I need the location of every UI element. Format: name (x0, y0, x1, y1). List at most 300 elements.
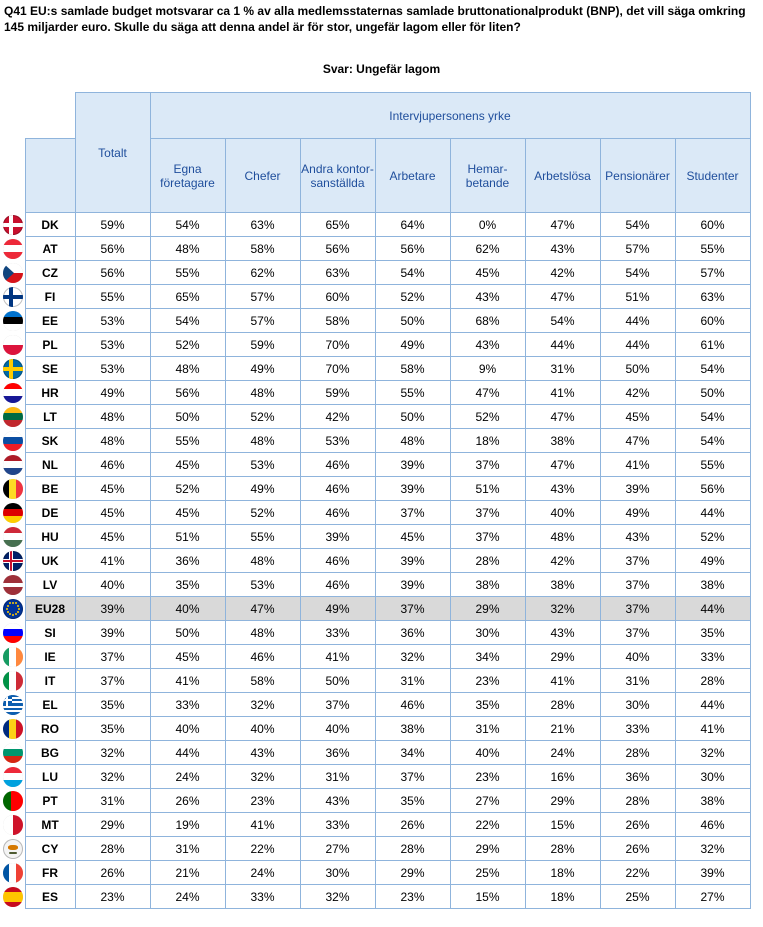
value-cell: 63% (675, 285, 750, 309)
value-cell: 22% (450, 813, 525, 837)
value-cell: 52% (150, 333, 225, 357)
value-cell: 51% (150, 525, 225, 549)
value-cell: 35% (450, 693, 525, 717)
value-cell: 54% (150, 309, 225, 333)
header-column (375, 139, 450, 213)
value-cell: 28% (675, 669, 750, 693)
value-cell: 36% (300, 741, 375, 765)
value-cell: 32% (225, 693, 300, 717)
flag-it-icon (3, 671, 23, 691)
value-cell: 39% (375, 453, 450, 477)
flag-dk-icon (3, 215, 23, 235)
value-cell: 25% (450, 861, 525, 885)
table-row (1, 285, 750, 309)
value-cell: 37% (375, 501, 450, 525)
table-row (1, 885, 750, 909)
country-code: LV (25, 573, 75, 597)
value-cell: 44% (600, 309, 675, 333)
value-cell: 43% (450, 285, 525, 309)
value-cell: 63% (300, 261, 375, 285)
value-cell: 44% (150, 741, 225, 765)
total-cell: 35% (75, 693, 150, 717)
value-cell: 15% (450, 885, 525, 909)
header-column-line: Studenter (686, 168, 739, 183)
country-code: NL (25, 453, 75, 477)
header-column-line: Chefer (244, 168, 281, 183)
flag-pt-icon (3, 791, 23, 811)
value-cell: 59% (300, 381, 375, 405)
value-cell: 50% (600, 357, 675, 381)
value-cell: 46% (300, 477, 375, 501)
value-cell: 0% (450, 213, 525, 237)
flag-lu-icon (3, 767, 23, 787)
value-cell: 22% (600, 861, 675, 885)
table-row (1, 573, 750, 597)
value-cell: 30% (600, 693, 675, 717)
total-cell: 49% (75, 381, 150, 405)
flag-ie-icon (3, 647, 23, 667)
value-cell: 44% (675, 501, 750, 525)
value-cell: 43% (225, 741, 300, 765)
total-cell: 39% (75, 597, 150, 621)
header-column (675, 139, 750, 213)
value-cell: 35% (150, 573, 225, 597)
value-cell: 40% (450, 741, 525, 765)
value-cell: 21% (150, 861, 225, 885)
total-cell: 53% (75, 357, 150, 381)
country-code: DE (25, 501, 75, 525)
country-code: IE (25, 645, 75, 669)
value-cell: 43% (525, 621, 600, 645)
total-cell: 32% (75, 765, 150, 789)
value-cell: 55% (675, 237, 750, 261)
country-code: FR (25, 861, 75, 885)
value-cell: 52% (150, 477, 225, 501)
value-cell: 52% (675, 525, 750, 549)
table-row (1, 501, 750, 525)
value-cell: 57% (600, 237, 675, 261)
table-row (1, 669, 750, 693)
value-cell: 54% (600, 261, 675, 285)
country-code: RO (25, 717, 75, 741)
value-cell: 41% (150, 669, 225, 693)
value-cell: 31% (150, 837, 225, 861)
value-cell: 59% (225, 333, 300, 357)
value-cell: 45% (600, 405, 675, 429)
value-cell: 70% (300, 333, 375, 357)
flag-eu-icon (3, 599, 23, 619)
value-cell: 64% (375, 213, 450, 237)
country-code: EL (25, 693, 75, 717)
total-cell: 40% (75, 573, 150, 597)
value-cell: 36% (600, 765, 675, 789)
total-cell: 48% (75, 405, 150, 429)
flag-hu-icon (3, 527, 23, 547)
value-cell: 54% (600, 213, 675, 237)
country-code: PT (25, 789, 75, 813)
country-code: SK (25, 429, 75, 453)
value-cell: 31% (450, 717, 525, 741)
value-cell: 23% (225, 789, 300, 813)
country-code: UK (25, 549, 75, 573)
value-cell: 33% (675, 645, 750, 669)
value-cell: 51% (450, 477, 525, 501)
header-column-line: företagare (160, 175, 215, 190)
country-code: HR (25, 381, 75, 405)
country-code: CZ (25, 261, 75, 285)
value-cell: 50% (675, 381, 750, 405)
value-cell: 37% (600, 549, 675, 573)
value-cell: 23% (450, 765, 525, 789)
value-cell: 41% (525, 381, 600, 405)
table-row (1, 621, 750, 645)
table-row (1, 861, 750, 885)
table-row (1, 477, 750, 501)
value-cell: 56% (150, 381, 225, 405)
value-cell: 54% (675, 429, 750, 453)
value-cell: 55% (150, 429, 225, 453)
value-cell: 46% (375, 693, 450, 717)
total-cell: 45% (75, 501, 150, 525)
value-cell: 45% (150, 645, 225, 669)
total-cell: 23% (75, 885, 150, 909)
value-cell: 27% (300, 837, 375, 861)
value-cell: 57% (225, 309, 300, 333)
table-row (1, 813, 750, 837)
header-column (450, 139, 525, 213)
value-cell: 52% (375, 285, 450, 309)
total-cell: 41% (75, 549, 150, 573)
value-cell: 60% (675, 213, 750, 237)
value-cell: 23% (375, 885, 450, 909)
header-column (600, 139, 675, 213)
value-cell: 38% (675, 789, 750, 813)
value-cell: 31% (375, 669, 450, 693)
value-cell: 52% (225, 405, 300, 429)
total-cell: 46% (75, 453, 150, 477)
value-cell: 16% (525, 765, 600, 789)
country-code: LT (25, 405, 75, 429)
value-cell: 54% (150, 213, 225, 237)
value-cell: 44% (600, 333, 675, 357)
table-row (1, 741, 750, 765)
value-cell: 45% (150, 453, 225, 477)
value-cell: 42% (525, 549, 600, 573)
value-cell: 18% (450, 429, 525, 453)
value-cell: 29% (450, 597, 525, 621)
value-cell: 50% (375, 309, 450, 333)
value-cell: 48% (225, 381, 300, 405)
value-cell: 50% (150, 621, 225, 645)
flag-si-icon (3, 623, 23, 643)
value-cell: 49% (225, 477, 300, 501)
value-cell: 45% (375, 525, 450, 549)
total-cell: 39% (75, 621, 150, 645)
value-cell: 60% (300, 285, 375, 309)
value-cell: 40% (150, 597, 225, 621)
table-row (1, 693, 750, 717)
value-cell: 40% (150, 717, 225, 741)
country-code: HU (25, 525, 75, 549)
total-cell: 55% (75, 285, 150, 309)
value-cell: 42% (300, 405, 375, 429)
country-code: BE (25, 477, 75, 501)
value-cell: 26% (600, 813, 675, 837)
flag-bg-icon (3, 743, 23, 763)
value-cell: 47% (450, 381, 525, 405)
table-row (1, 405, 750, 429)
total-cell: 48% (75, 429, 150, 453)
value-cell: 41% (525, 669, 600, 693)
total-cell: 53% (75, 333, 150, 357)
total-cell: 31% (75, 789, 150, 813)
country-code: EE (25, 309, 75, 333)
value-cell: 39% (375, 477, 450, 501)
value-cell: 46% (675, 813, 750, 837)
total-cell: 28% (75, 837, 150, 861)
value-cell: 44% (525, 333, 600, 357)
value-cell: 37% (450, 453, 525, 477)
value-cell: 55% (225, 525, 300, 549)
question-text: Q41 EU:s samlade budget motsvarar ca 1 % av alla medlemsstaternas samlade bruttonationalprodukt (BNP), det vill säga omkring 145 miljarder euro. Skulle du säga att denna andel är för stor, ungefär lagom eller för liten? (4, 4, 746, 34)
header-column-line: Arbetare (389, 168, 436, 183)
country-code: DK (25, 213, 75, 237)
value-cell: 61% (675, 333, 750, 357)
value-cell: 50% (375, 405, 450, 429)
flag-be-icon (3, 479, 23, 499)
value-cell: 22% (225, 837, 300, 861)
total-cell: 29% (75, 813, 150, 837)
value-cell: 34% (375, 741, 450, 765)
value-cell: 53% (225, 573, 300, 597)
value-cell: 46% (300, 573, 375, 597)
value-cell: 38% (525, 429, 600, 453)
header-totalt: Totalt (75, 93, 150, 213)
value-cell: 32% (225, 765, 300, 789)
value-cell: 47% (525, 285, 600, 309)
value-cell: 62% (450, 237, 525, 261)
value-cell: 31% (525, 357, 600, 381)
table-row (1, 357, 750, 381)
value-cell: 25% (600, 885, 675, 909)
value-cell: 35% (675, 621, 750, 645)
value-cell: 53% (300, 429, 375, 453)
table-row (1, 717, 750, 741)
total-cell: 53% (75, 309, 150, 333)
value-cell: 28% (600, 789, 675, 813)
country-code: BG (25, 741, 75, 765)
value-cell: 31% (600, 669, 675, 693)
value-cell: 55% (150, 261, 225, 285)
flag-fr-icon (3, 863, 23, 883)
value-cell: 39% (675, 861, 750, 885)
table-row (1, 789, 750, 813)
value-cell: 50% (300, 669, 375, 693)
header-column-line: betande (465, 175, 510, 190)
total-cell: 59% (75, 213, 150, 237)
value-cell: 46% (300, 549, 375, 573)
country-code: MT (25, 813, 75, 837)
table-row (1, 261, 750, 285)
value-cell: 24% (225, 861, 300, 885)
value-cell: 58% (300, 309, 375, 333)
value-cell: 23% (450, 669, 525, 693)
country-code: LU (25, 765, 75, 789)
total-cell: 26% (75, 861, 150, 885)
value-cell: 26% (600, 837, 675, 861)
value-cell: 51% (600, 285, 675, 309)
value-cell: 37% (300, 693, 375, 717)
value-cell: 28% (450, 549, 525, 573)
value-cell: 28% (375, 837, 450, 861)
flag-pl-icon (3, 335, 23, 355)
header-country-blank (25, 139, 75, 213)
flag-sk-icon (3, 431, 23, 451)
value-cell: 24% (150, 885, 225, 909)
results-table (1, 92, 751, 909)
table-row (1, 525, 750, 549)
country-code: IT (25, 669, 75, 693)
value-cell: 58% (225, 669, 300, 693)
value-cell: 27% (450, 789, 525, 813)
value-cell: 53% (225, 453, 300, 477)
value-cell: 38% (375, 717, 450, 741)
flag-ee-icon (3, 311, 23, 331)
value-cell: 54% (675, 405, 750, 429)
value-cell: 48% (150, 237, 225, 261)
value-cell: 30% (300, 861, 375, 885)
total-cell: 35% (75, 717, 150, 741)
value-cell: 28% (525, 837, 600, 861)
value-cell: 56% (675, 477, 750, 501)
value-cell: 36% (150, 549, 225, 573)
value-cell: 46% (300, 501, 375, 525)
value-cell: 27% (675, 885, 750, 909)
value-cell: 29% (450, 837, 525, 861)
total-cell: 45% (75, 525, 150, 549)
value-cell: 54% (525, 309, 600, 333)
value-cell: 35% (375, 789, 450, 813)
value-cell: 39% (375, 573, 450, 597)
table-row (1, 597, 750, 621)
flag-mt-icon (3, 815, 23, 835)
table-row (1, 309, 750, 333)
total-cell: 37% (75, 645, 150, 669)
table-row (1, 549, 750, 573)
value-cell: 34% (450, 645, 525, 669)
answer-label: Svar: Ungefär lagom (322, 62, 441, 76)
value-cell: 63% (225, 213, 300, 237)
header-column-line: sanställda (310, 175, 365, 190)
value-cell: 18% (525, 861, 600, 885)
value-cell: 37% (600, 621, 675, 645)
value-cell: 49% (600, 501, 675, 525)
table-row (1, 237, 750, 261)
table-row (1, 645, 750, 669)
value-cell: 18% (525, 885, 600, 909)
value-cell: 36% (375, 621, 450, 645)
flag-nl-icon (3, 455, 23, 475)
value-cell: 48% (150, 357, 225, 381)
value-cell: 42% (525, 261, 600, 285)
value-cell: 9% (450, 357, 525, 381)
value-cell: 29% (525, 645, 600, 669)
value-cell: 47% (600, 429, 675, 453)
total-cell: 56% (75, 237, 150, 261)
header-column-line: Egna (173, 161, 202, 176)
value-cell: 47% (525, 405, 600, 429)
value-cell: 24% (150, 765, 225, 789)
header-column (300, 139, 375, 213)
value-cell: 32% (675, 741, 750, 765)
flag-es-icon (3, 887, 23, 907)
value-cell: 54% (675, 357, 750, 381)
value-cell: 43% (450, 333, 525, 357)
value-cell: 41% (675, 717, 750, 741)
value-cell: 29% (375, 861, 450, 885)
value-cell: 45% (150, 501, 225, 525)
value-cell: 47% (525, 453, 600, 477)
value-cell: 57% (225, 285, 300, 309)
value-cell: 37% (600, 597, 675, 621)
value-cell: 52% (225, 501, 300, 525)
value-cell: 28% (600, 741, 675, 765)
value-cell: 44% (675, 597, 750, 621)
value-cell: 62% (225, 261, 300, 285)
value-cell: 41% (225, 813, 300, 837)
header-column-line: Andra kontor- (301, 161, 374, 176)
value-cell: 32% (675, 837, 750, 861)
header-column-line: Pensionärer (605, 168, 670, 183)
value-cell: 43% (300, 789, 375, 813)
value-cell: 37% (375, 765, 450, 789)
value-cell: 33% (225, 885, 300, 909)
value-cell: 65% (150, 285, 225, 309)
flag-se-icon (3, 359, 23, 379)
header-column (525, 139, 600, 213)
table-row (1, 333, 750, 357)
value-cell: 55% (675, 453, 750, 477)
value-cell: 48% (375, 429, 450, 453)
value-cell: 37% (375, 597, 450, 621)
country-code: ES (25, 885, 75, 909)
value-cell: 32% (375, 645, 450, 669)
value-cell: 19% (150, 813, 225, 837)
flag-cz-icon (3, 263, 23, 283)
value-cell: 49% (375, 333, 450, 357)
value-cell: 49% (225, 357, 300, 381)
table-row (1, 381, 750, 405)
value-cell: 43% (525, 477, 600, 501)
value-cell: 70% (300, 357, 375, 381)
value-cell: 68% (450, 309, 525, 333)
flag-at-icon (3, 239, 23, 259)
value-cell: 43% (525, 237, 600, 261)
value-cell: 38% (525, 573, 600, 597)
value-cell: 48% (225, 621, 300, 645)
value-cell: 40% (300, 717, 375, 741)
table-row (1, 765, 750, 789)
total-cell: 37% (75, 669, 150, 693)
value-cell: 39% (375, 549, 450, 573)
value-cell: 21% (525, 717, 600, 741)
value-cell: 42% (600, 381, 675, 405)
value-cell: 48% (225, 549, 300, 573)
value-cell: 65% (300, 213, 375, 237)
value-cell: 29% (525, 789, 600, 813)
value-cell: 56% (300, 237, 375, 261)
header-column-line: Hemar- (467, 161, 508, 176)
